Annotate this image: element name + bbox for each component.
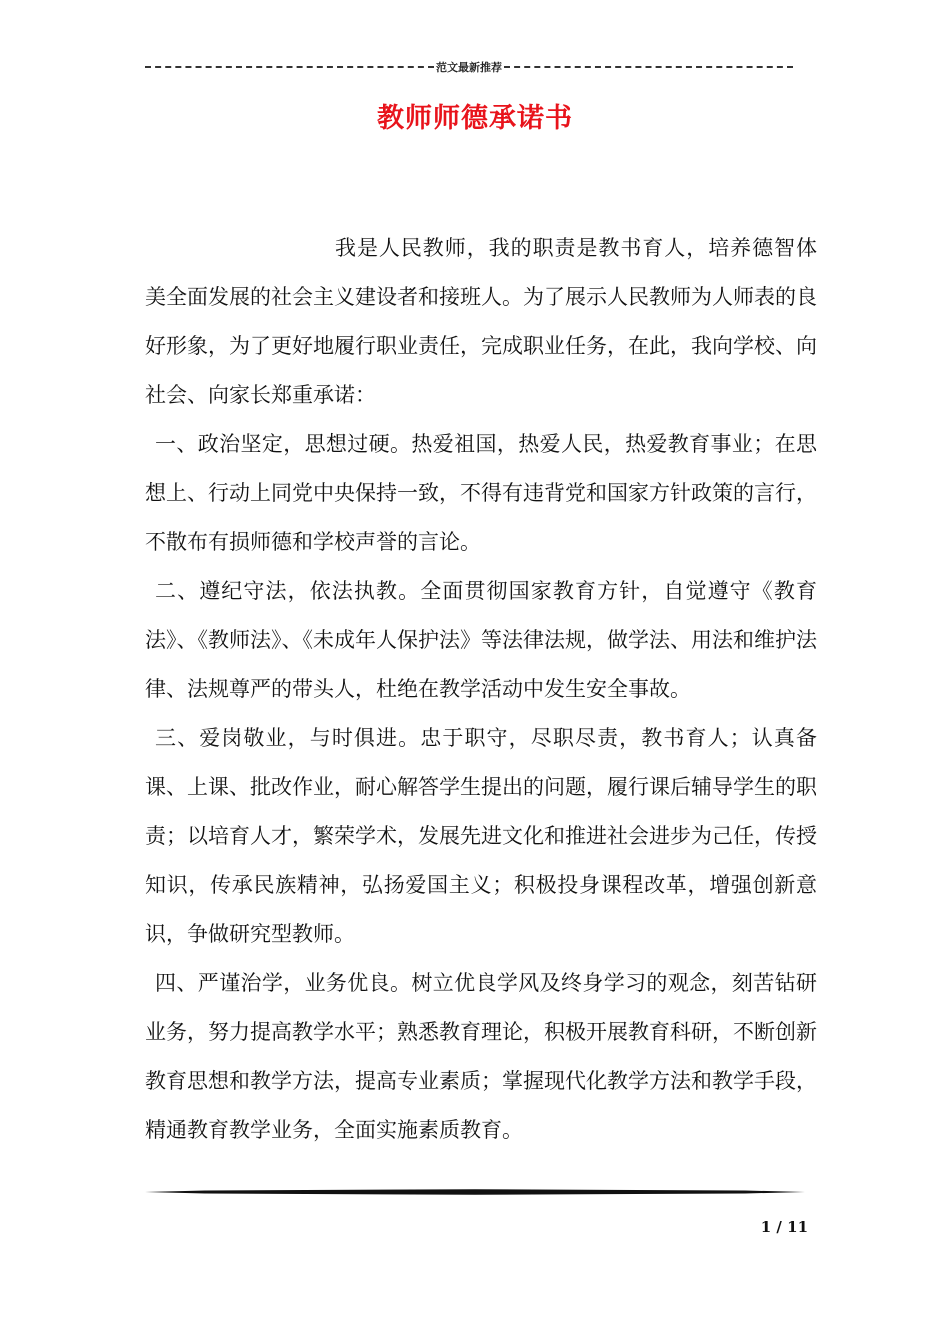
page-number: 1 / 11 xyxy=(760,1218,808,1236)
header-dash-right xyxy=(504,66,793,68)
commitment-paragraph-4: 四、严谨治学，业务优良。树立优良学风及终身学习的观念，刻苦钻研业务，努力提高教学水平；熟悉教育理论，积极开展教育科研，不断创新教育思想和教学方法，提高专业素质；掌握现代化教学方法和教学手段，精通教育教学业务，全面实施素质教育。 xyxy=(145,971,817,1142)
header-label: 范文最新推荐 xyxy=(436,61,502,74)
footer-divider xyxy=(145,1187,805,1197)
intro-paragraph: 我是人民教师，我的职责是教书育人，培养德智体美全面发展的社会主义建设者和接班人。为了展示人民教师为人师表的良好形象，为了更好地履行职业责任，完成职业任务，在此，我向学校、向社会、向家长郑重承诺： xyxy=(145,236,817,407)
commitment-paragraph-3: 三、爱岗敬业，与时俱进。忠于职守，尽职尽责，教书育人；认真备课、上课、批改作业，耐心解答学生提出的问题，履行课后辅导学生的职责；以培育人才，繁荣学术，发展先进文化和推进社会进步为己任，传授知识，传承民族精神，弘扬爱国主义；积极投身课程改革，增强创新意识，争做研究型教师。 xyxy=(145,726,817,946)
page-header xyxy=(145,58,793,76)
commitment-paragraph-1: 一、政治坚定，思想过硬。热爱祖国，热爱人民，热爱教育事业；在思想上、行动上同党中央保持一致，不得有违背党和国家方针政策的言行，不散布有损师德和学校声誉的言论。 xyxy=(145,432,817,554)
header-dash-left xyxy=(145,66,434,68)
document-title: 教师师德承诺书 xyxy=(377,103,573,134)
document-body xyxy=(145,224,817,1155)
commitment-paragraph-2: 二、遵纪守法，依法执教。全面贯彻国家教育方针，自觉遵守《教育法》、《教师法》、《未成年人保护法》等法律法规，做学法、用法和维护法律、法规尊严的带头人，杜绝在教学活动中发生安全事故。 xyxy=(145,579,817,701)
